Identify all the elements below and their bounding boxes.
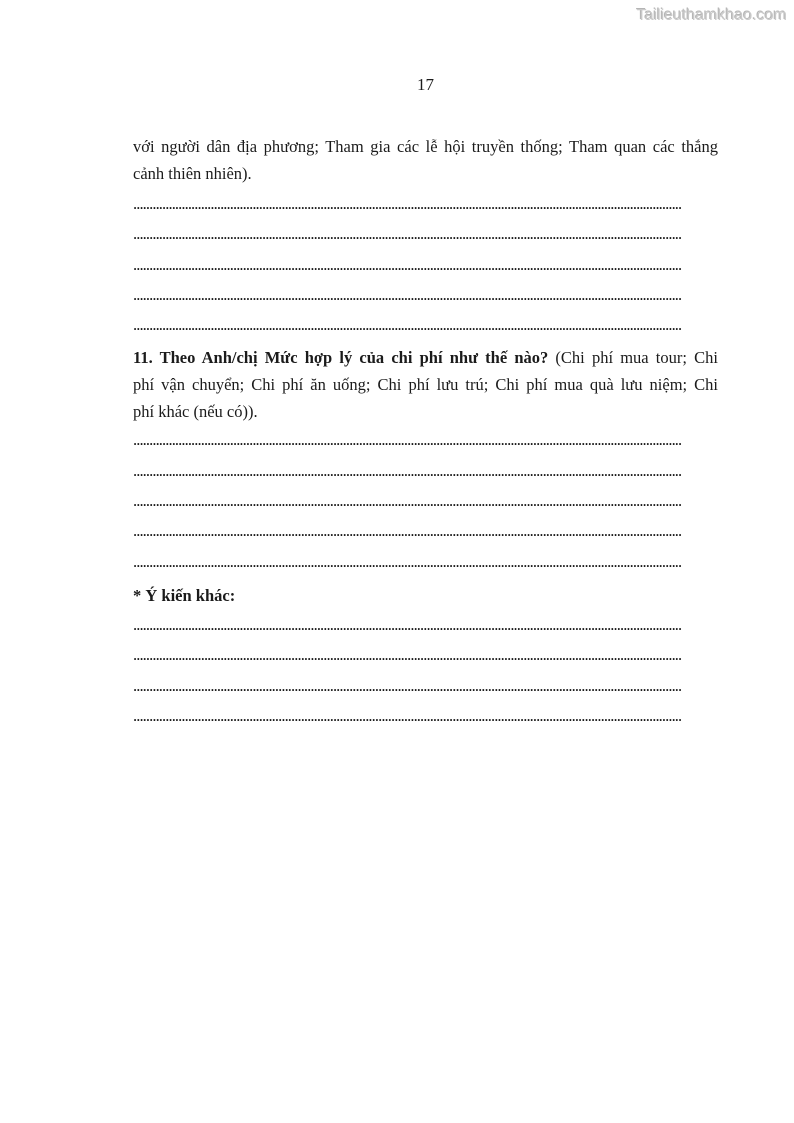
dotted-answer-line: .......................................................................................................................................................................... bbox=[133, 491, 682, 511]
bold-text-segment: * Ý kiến khác: bbox=[133, 585, 236, 605]
document-body bbox=[133, 133, 718, 731]
page-number: 17 bbox=[417, 75, 434, 94]
dotted-answer-line: .......................................................................................................................................................................... bbox=[133, 521, 682, 541]
text-segment: cảnh thiên nhiên). bbox=[133, 164, 252, 183]
answer-lines-block bbox=[133, 189, 718, 340]
text-line bbox=[133, 344, 718, 371]
text-line bbox=[133, 398, 718, 425]
dotted-answer-line: .......................................................................................................................................................................... bbox=[133, 315, 682, 335]
text-segment: (Chi phí mua tour; Chi bbox=[548, 348, 718, 368]
dotted-answer-line: .......................................................................................................................................................................... bbox=[133, 675, 682, 695]
paragraph-intro-continuation bbox=[133, 133, 718, 187]
text-segment: phí khác (nếu có)). bbox=[133, 402, 258, 422]
dotted-answer-line: .......................................................................................................................................................................... bbox=[133, 645, 682, 665]
dotted-answer-line: .......................................................................................................................................................................... bbox=[133, 460, 682, 480]
dotted-answer-line: .......................................................................................................................................................................... bbox=[133, 614, 682, 634]
text-line bbox=[133, 160, 718, 187]
watermark-text: Tailieuthamkhao.com bbox=[636, 7, 787, 24]
text-segment: với người dân địa phương; Tham gia các lễ hội truyền thống; Tham quan các thắng bbox=[133, 137, 718, 156]
dotted-answer-line: .......................................................................................................................................................................... bbox=[133, 551, 682, 571]
bold-text-segment: 11. Theo Anh/chị Mức hợp lý của chi phí như thế nào? bbox=[133, 348, 549, 368]
dotted-answer-line: .......................................................................................................................................................................... bbox=[133, 430, 682, 450]
dotted-answer-line: .......................................................................................................................................................................... bbox=[133, 194, 682, 213]
text-segment: phí vận chuyển; Chi phí ăn uống; Chi phí lưu trú; Chi phí mua quà lưu niệm; Chi bbox=[133, 375, 718, 395]
dotted-answer-line: .......................................................................................................................................................................... bbox=[133, 705, 682, 725]
text-line bbox=[133, 371, 718, 398]
paragraph-question-11 bbox=[133, 344, 718, 425]
dotted-answer-line: .......................................................................................................................................................................... bbox=[133, 284, 682, 304]
dotted-answer-line: .......................................................................................................................................................................... bbox=[133, 254, 682, 274]
dotted-answer-line: .......................................................................................................................................................................... bbox=[133, 224, 682, 244]
text-line bbox=[133, 582, 718, 609]
paragraph-other-opinion bbox=[133, 582, 718, 609]
answer-lines-block bbox=[133, 610, 718, 731]
answer-lines-block bbox=[133, 425, 718, 576]
text-line bbox=[133, 133, 718, 160]
